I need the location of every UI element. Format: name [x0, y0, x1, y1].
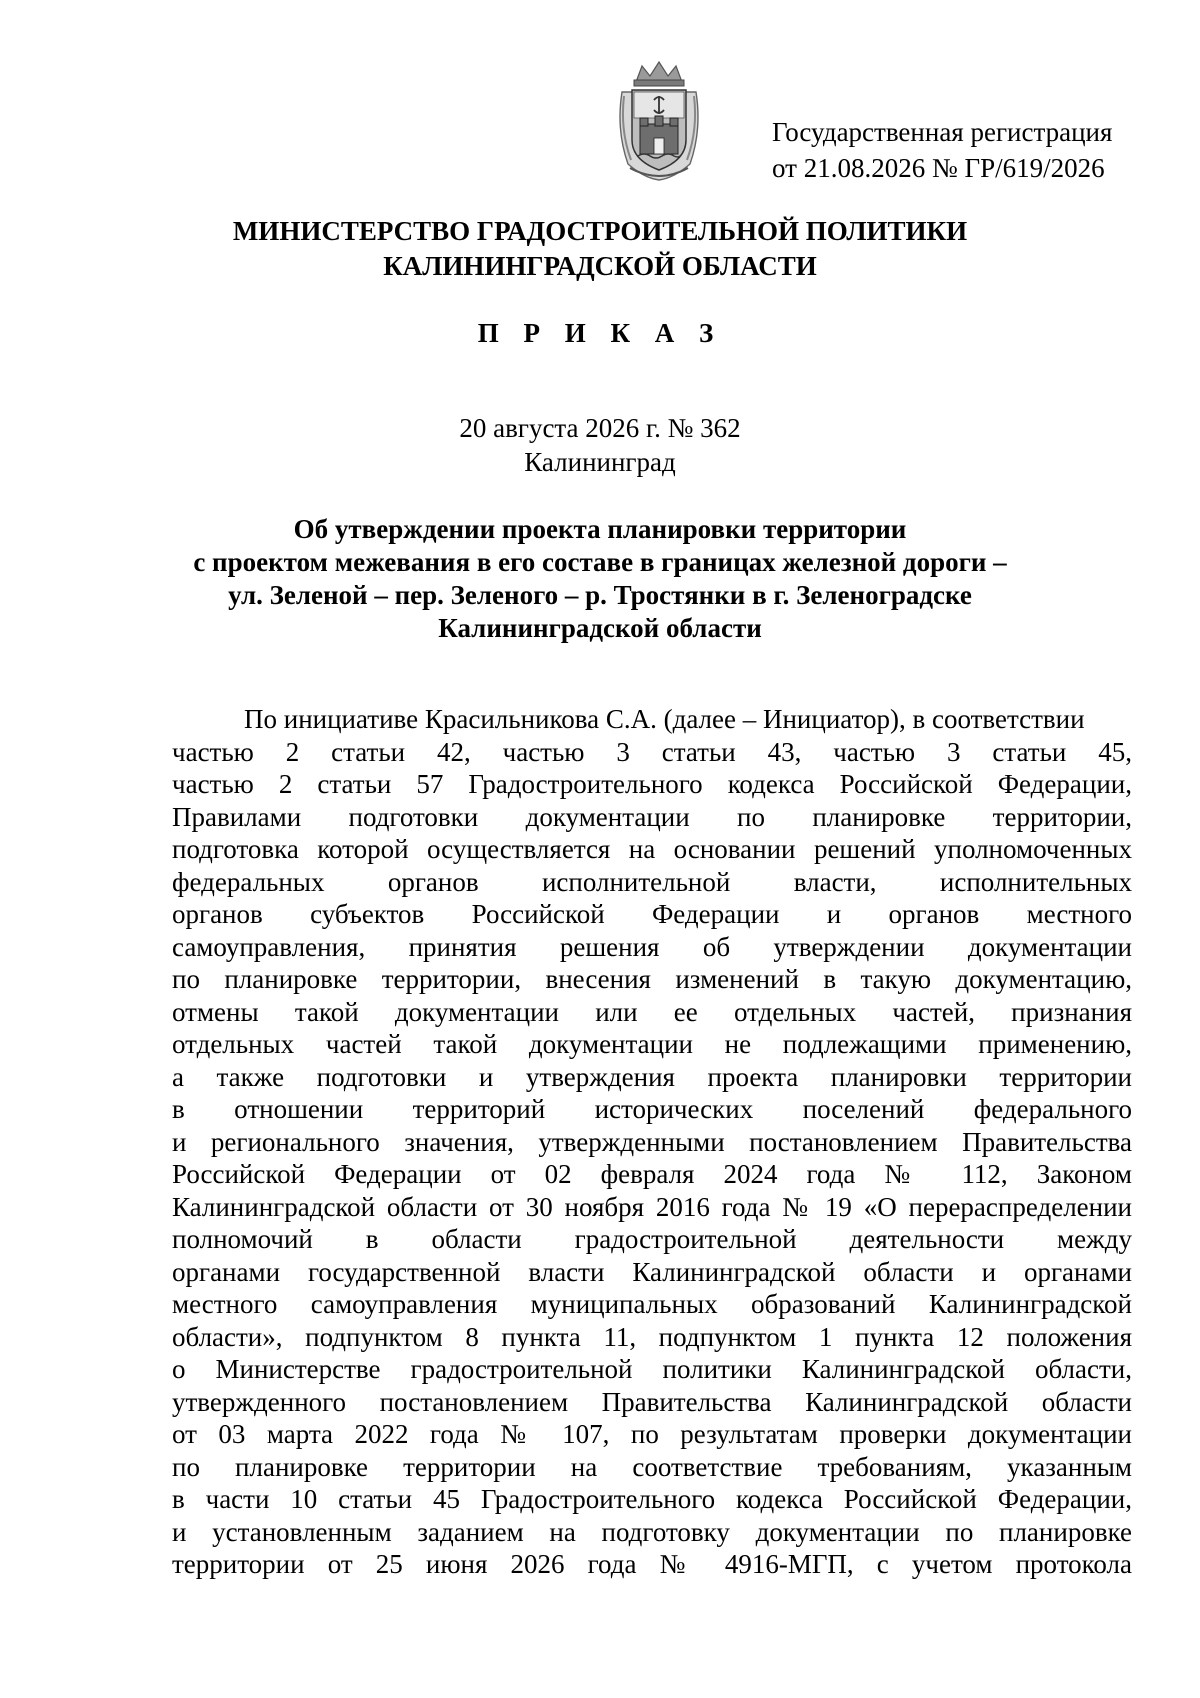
body-line: Правилами подготовки документации по планировке территории, [172, 801, 1132, 832]
body-line: органами государственной власти Калининградской области и органами [172, 1256, 1132, 1287]
title-line: ул. Зеленой – пер. Зеленого – р. Тростянки в г. Зеленоградске [228, 580, 972, 610]
body-line: территории от 25 июня 2026 года № 4916-МГП, с учетом протокола [172, 1549, 1132, 1579]
body-line: о Министерстве градостроительной политики Калининградской области, [172, 1354, 1132, 1384]
body-line: по планировке территории на соответствие требованиям, указанным [172, 1451, 1132, 1482]
body-line: Российской Федерации от 02 февраля 2024 года № 112, Законом [172, 1159, 1132, 1189]
registration-block [772, 114, 1132, 186]
registration-number: от 21.08.2026 № ГР/619/2026 [772, 153, 1105, 183]
body-line: самоуправления, принятия решения об утверждении документации [172, 931, 1132, 962]
body-line: и регионального значения, утвержденными постановлением Правительства [172, 1126, 1132, 1157]
kaliningrad-coat-of-arms-icon [614, 60, 704, 182]
registration-label: Государственная регистрация [772, 117, 1113, 147]
title-line: с проектом межевания в его составе в границах железной дороги – [193, 547, 1007, 577]
body-line: Калининградской области от 30 ноября 2016 года № 19 «О перераспределении [172, 1191, 1132, 1222]
body-line: отдельных частей такой документации не подлежащими применению, [172, 1029, 1132, 1059]
body-line: полномочий в области градостроительной деятельности между [172, 1224, 1132, 1254]
document-title [0, 513, 1200, 645]
body-line: отмены такой документации или ее отдельных частей, признания [172, 996, 1132, 1027]
body-line: утвержденного постановлением Правительства Калининградской области [172, 1386, 1132, 1417]
ministry-name [0, 214, 1200, 284]
body-line: частью 2 статьи 57 Градостроительного кодекса Российской Федерации, [172, 769, 1132, 799]
order-date-number: 20 августа 2026 г. № 362 [459, 413, 741, 443]
body-line: федеральных органов исполнительной власти, исполнительных [172, 866, 1132, 897]
body-line: По инициативе Красильникова С.А. (далее – Инициатор), в соответствии [244, 704, 1085, 734]
body-line: местного самоуправления муниципальных образований Калининградской [172, 1289, 1132, 1319]
body-line: органов субъектов Российской Федерации и органов местного [172, 899, 1132, 929]
title-line: Об утверждении проекта планировки территории [293, 514, 907, 544]
order-city: Калининград [524, 447, 676, 477]
body-line: в отношении территорий исторических поселений федерального [172, 1094, 1132, 1124]
body-line: от 03 марта 2022 года № 107, по результатам проверки документации [172, 1419, 1132, 1449]
body-line: в части 10 статьи 45 Градостроительного кодекса Российской Федерации, [172, 1484, 1132, 1514]
body-line: по планировке территории, внесения изменений в такую документацию, [172, 964, 1132, 994]
body-line: области», подпунктом 8 пункта 11, подпунктом 1 пункта 12 положения [172, 1321, 1132, 1352]
document-type-heading: П Р И К А З [477, 318, 723, 348]
body-line: а также подготовки и утверждения проекта планировки территории [172, 1061, 1132, 1092]
ministry-name-line-1: МИНИСТЕРСТВО ГРАДОСТРОИТЕЛЬНОЙ ПОЛИТИКИ [232, 216, 968, 246]
body-line: частью 2 статьи 42, частью 3 статьи 43, частью 3 статьи 45, [172, 736, 1132, 767]
title-line: Калининградской области [438, 613, 762, 643]
ministry-name-line-2: КАЛИНИНГРАДСКОЙ ОБЛАСТИ [383, 251, 817, 281]
body-line: подготовка которой осуществляется на основании решений уполномоченных [172, 834, 1132, 864]
body-line: и установленным заданием на подготовку документации по планировке [172, 1516, 1132, 1547]
body-paragraph [172, 703, 1132, 1581]
